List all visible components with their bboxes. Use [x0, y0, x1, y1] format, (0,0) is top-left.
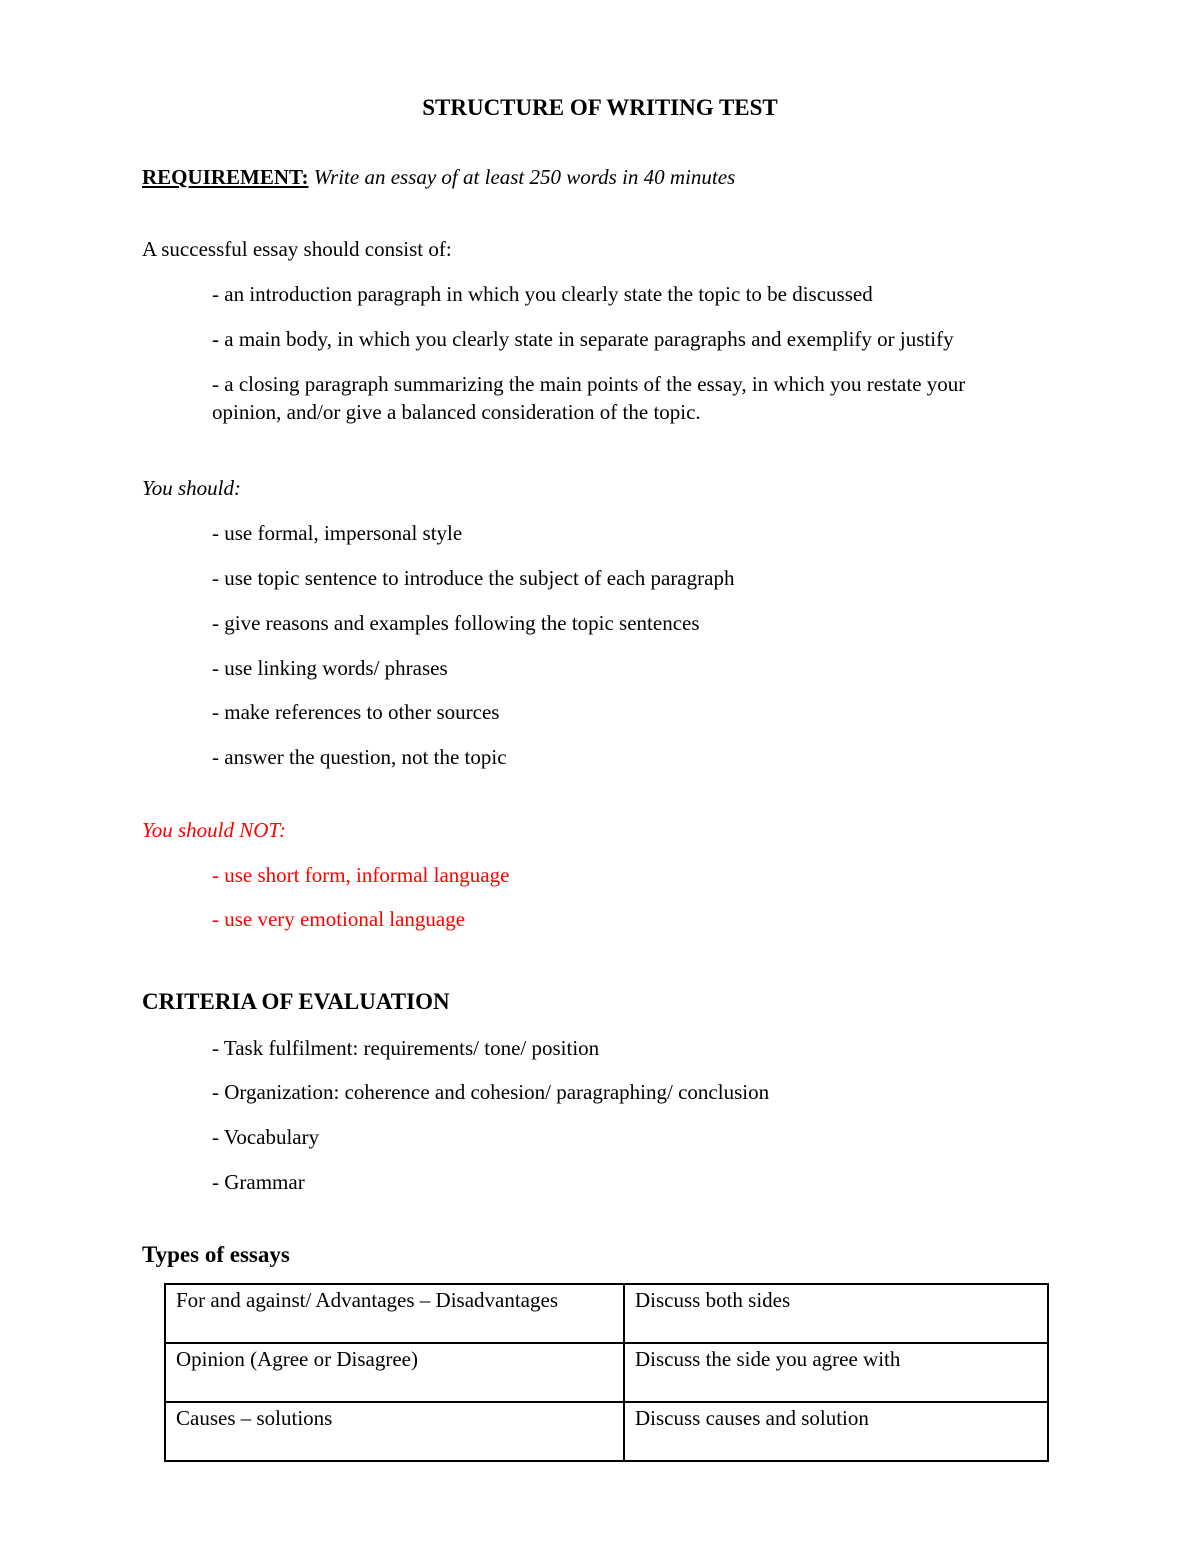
essay-part-closing: - a closing paragraph summarizing the main points of the essay, in which you restate your [212, 372, 966, 396]
should-item: - make references to other sources [212, 700, 500, 724]
essay-approach-cell: Discuss the side you agree with [624, 1343, 1048, 1402]
should-not-item: - use short form, informal language [212, 863, 510, 887]
criteria-item: - Organization: coherence and cohesion/ paragraphing/ conclusion [212, 1080, 770, 1104]
criteria-item: - Grammar [212, 1170, 305, 1194]
requirement-line [142, 167, 735, 188]
table-row [165, 1343, 1048, 1402]
types-heading: Types of essays [142, 1242, 290, 1267]
should-item: - give reasons and examples following the topic sentences [212, 611, 700, 635]
essay-part-introduction: - an introduction paragraph in which you clearly state the topic to be discussed [212, 282, 873, 306]
essay-part-closing-continued: opinion, and/or give a balanced consideration of the topic. [212, 400, 701, 424]
essay-part-main-body: - a main body, in which you clearly state in separate paragraphs and exemplify or justify [212, 327, 954, 351]
should-not-heading: You should NOT: [142, 818, 286, 842]
essay-intro: A successful essay should consist of: [142, 237, 452, 261]
page-title: STRUCTURE OF WRITING TEST [422, 95, 778, 120]
criteria-item: - Task fulfilment: requirements/ tone/ position [212, 1036, 600, 1060]
requirement-label: REQUIREMENT: [142, 165, 309, 189]
should-not-item: - use very emotional language [212, 907, 466, 931]
requirement-text: Write an essay of at least 250 words in 40 minutes [313, 165, 736, 189]
essay-type-cell: Opinion (Agree or Disagree) [165, 1343, 624, 1402]
table-row [165, 1402, 1048, 1461]
should-item: - use linking words/ phrases [212, 656, 448, 680]
criteria-item: - Vocabulary [212, 1125, 320, 1149]
should-item: - use formal, impersonal style [212, 521, 463, 545]
criteria-heading: CRITERIA OF EVALUATION [142, 989, 450, 1014]
essay-approach-cell: Discuss causes and solution [624, 1402, 1048, 1461]
should-item: - use topic sentence to introduce the subject of each paragraph [212, 566, 735, 590]
essay-approach-cell: Discuss both sides [624, 1284, 1048, 1343]
essay-type-cell: Causes – solutions [165, 1402, 624, 1461]
table-row [165, 1284, 1048, 1343]
essay-type-cell: For and against/ Advantages – Disadvantages [165, 1284, 624, 1343]
should-item: - answer the question, not the topic [212, 745, 507, 769]
should-heading: You should: [142, 476, 242, 500]
essay-types-table [164, 1283, 1049, 1462]
